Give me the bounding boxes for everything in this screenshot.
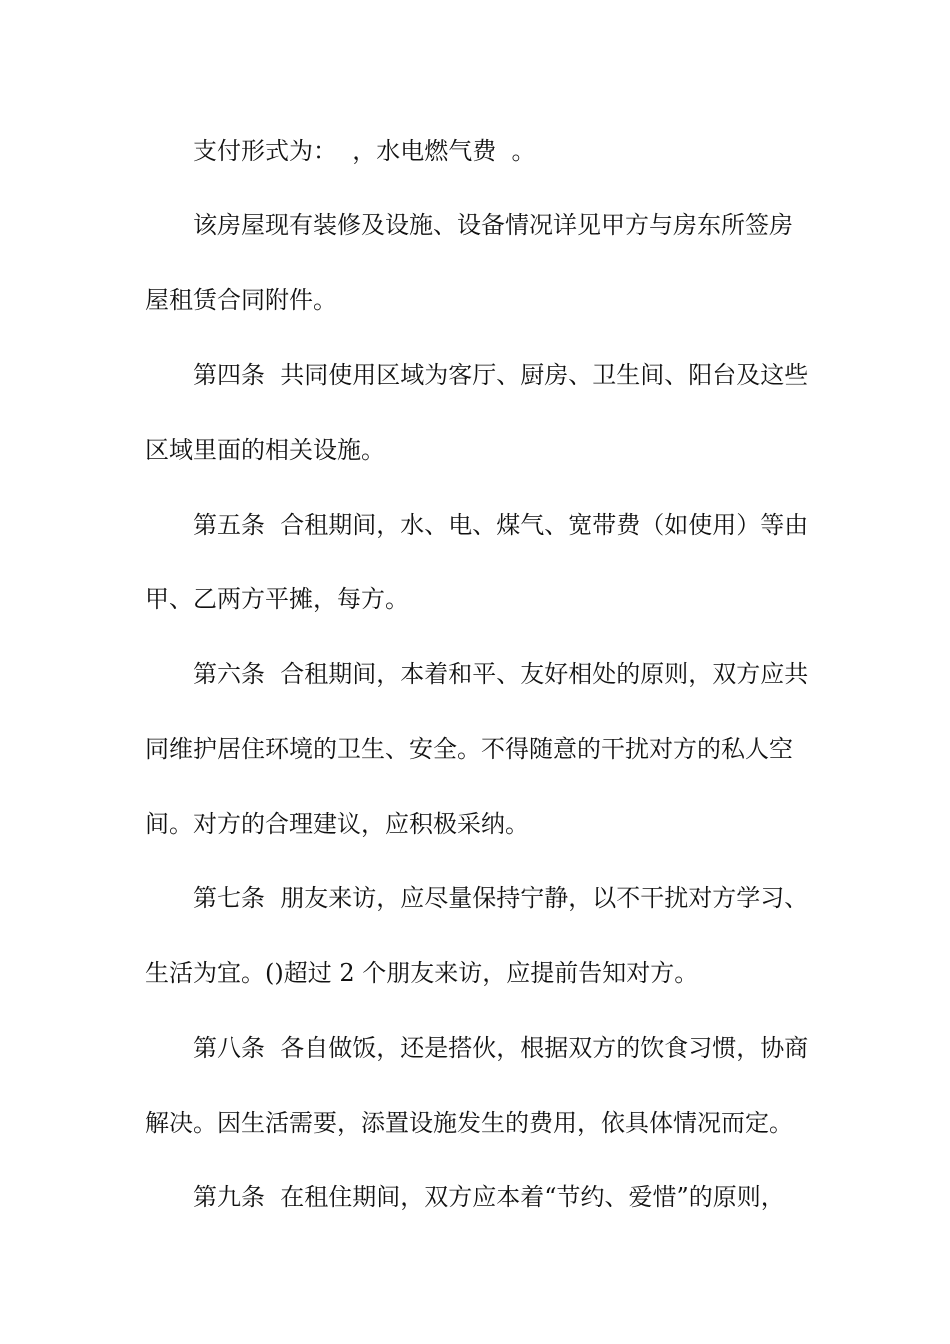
text-line: 第九条 在租住期间，双方应本着“节约、爱惜”的原则， bbox=[193, 1183, 785, 1211]
text-line: 第五条 合租期间，水、电、煤气、宽带费（如使用）等由 bbox=[193, 511, 809, 539]
text-line: 区域里面的相关设施。 bbox=[145, 436, 385, 464]
text-line: 第八条 各自做饭，还是搭伙，根据双方的饮食习惯，协商 bbox=[193, 1034, 809, 1062]
text-line: 屋租赁合同附件。 bbox=[145, 286, 337, 314]
text-line: 解决。因生活需要，添置设施发生的费用，依具体情况而定。 bbox=[145, 1109, 793, 1137]
text-line: 第七条 朋友来访，应尽量保持宁静，以不干扰对方学习、 bbox=[193, 884, 809, 912]
text-line: 支付形式为： ，水电燃气费 。 bbox=[193, 137, 536, 165]
text-line: 间。对方的合理建议，应积极采纳。 bbox=[145, 810, 529, 838]
text-line: 甲、乙两方平摊，每方。 bbox=[145, 585, 409, 613]
text-line: 同维护居住环境的卫生、安全。不得随意的干扰对方的私人空 bbox=[145, 735, 793, 763]
text-line: 生活为宜。()超过 2 个朋友来访，应提前告知对方。 bbox=[145, 959, 699, 987]
text-line: 第六条 合租期间，本着和平、友好相处的原则，双方应共 bbox=[193, 660, 809, 688]
text-line: 第四条 共同使用区域为客厅、厨房、卫生间、阳台及这些 bbox=[193, 361, 809, 389]
text-line: 该房屋现有装修及设施、设备情况详见甲方与房东所签房 bbox=[193, 211, 793, 239]
